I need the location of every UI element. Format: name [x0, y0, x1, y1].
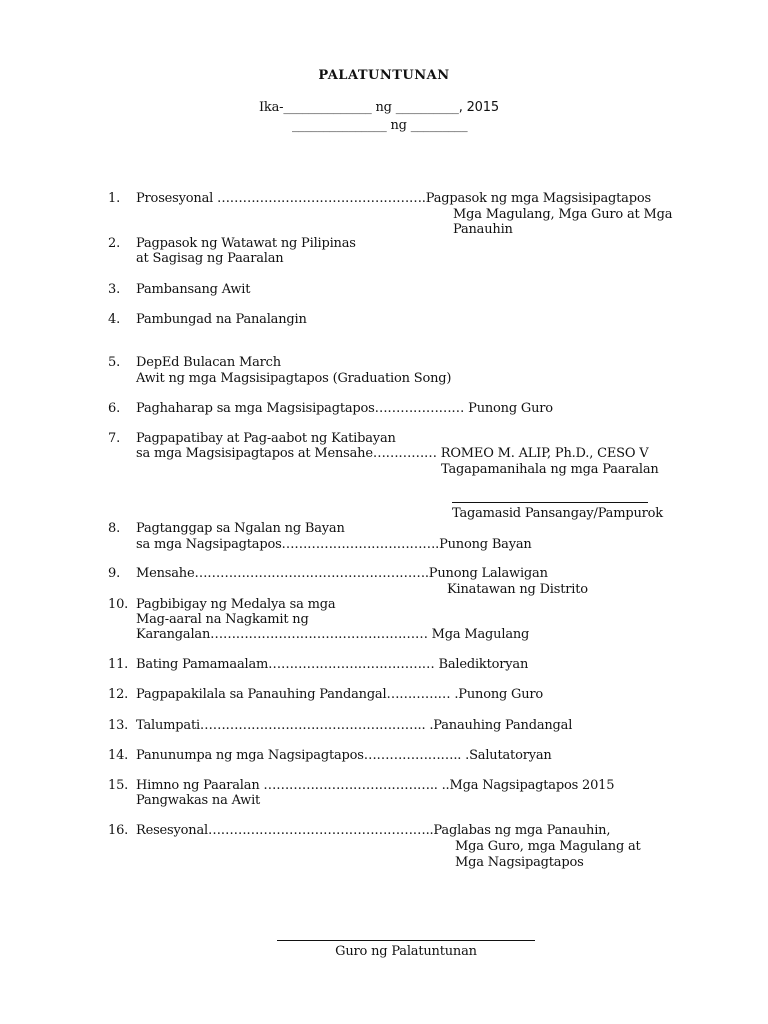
- item-right-line: Tagapamanihala ng mga Paaralan: [441, 462, 659, 477]
- item-line: sa mga Nagsipagtapos……………………………….Punong Bayan: [136, 537, 532, 552]
- item-line: Awit ng mga Magsisipagtapos (Graduation Song): [136, 371, 452, 386]
- item-number: 14.: [108, 748, 129, 763]
- item-line: Pagpapatibay at Pag-aabot ng Katibayan: [136, 431, 396, 446]
- item-line: Mensahe……………………………………………….Punong Lalawigan: [136, 566, 548, 581]
- item-line: DepEd Bulacan March: [136, 355, 281, 370]
- signature-line: [452, 502, 648, 503]
- venue-ng: ng: [386, 118, 411, 133]
- date-ng: ng: [371, 100, 396, 115]
- item-right-line: Kinatawan ng Distrito: [447, 582, 588, 597]
- item-number: 10.: [108, 597, 129, 612]
- footer-signature-line: [277, 940, 535, 941]
- item-number: 8.: [108, 521, 121, 536]
- item-line: Bating Pamamaalam………………………………… Balediktoryan: [136, 657, 529, 672]
- date-line: [259, 100, 499, 115]
- item-number: 6.: [108, 401, 121, 416]
- item-right-line: Mga Guro, mga Magulang at: [455, 839, 641, 854]
- document-title: PALATUNTUNAN: [318, 68, 450, 83]
- item-line: Pagtanggap sa Ngalan ng Bayan: [136, 521, 345, 536]
- item-line: Paghaharap sa mga Magsisipagtapos………………… Punong Guro: [136, 401, 553, 416]
- item-line: Mag-aaral na Nagkamit ng: [136, 612, 309, 627]
- item-line: Pagpasok ng Watawat ng Pilipinas: [136, 236, 356, 251]
- venue-line: [292, 118, 467, 133]
- item-number: 11.: [108, 657, 129, 672]
- item-line: Pangwakas na Awit: [136, 793, 261, 808]
- item-line: at Sagisag ng Paaralan: [136, 251, 284, 266]
- item-line: Pambungad na Panalangin: [136, 312, 307, 327]
- item-line: Himno ng Paaralan ………………………………….. ..Mga Nagsipagtapos 2015: [136, 778, 615, 793]
- item-number: 7.: [108, 431, 121, 446]
- item-right-line: Mga Magulang, Mga Guro at Mga: [453, 207, 673, 222]
- item-line: sa mga Magsisipagtapos at Mensahe…………… ROMEO M. ALIP, Ph.D., CESO V: [136, 446, 649, 461]
- date-month-blank: __________: [395, 100, 459, 115]
- item-line: Karangalan…………………………………………… Mga Magulang: [136, 627, 530, 642]
- date-day-blank: ______________: [283, 100, 372, 115]
- date-year: , 2015: [458, 100, 499, 115]
- item-number: 15.: [108, 778, 129, 793]
- item-line: Panunumpa ng mga Nagsipagtapos………………….. .Salutatoryan: [136, 748, 552, 763]
- item-number: 16.: [108, 823, 129, 838]
- footer-signature-label: Guro ng Palatuntunan: [335, 944, 477, 959]
- item-number: 12.: [108, 687, 129, 702]
- item-right-line: Panauhin: [453, 222, 513, 237]
- item-line: Resesyonal……………………………………………..Paglabas ng mga Panauhin,: [136, 823, 611, 838]
- item-number: 4.: [108, 312, 121, 327]
- item-line: Prosesyonal ………………………………………….Pagpasok ng mga Magsisipagtapos: [136, 191, 651, 206]
- item-line: Pambansang Awit: [136, 282, 251, 297]
- item-line: Talumpati…………………………………………….. .Panauhing Pandangal: [136, 718, 573, 733]
- item-number: 1.: [108, 191, 121, 206]
- item-line: Pagpapakilala sa Panauhing Pandangal…………… .Punong Guro: [136, 687, 544, 702]
- item-number: 9.: [108, 566, 121, 581]
- item-number: 2.: [108, 236, 121, 251]
- item-number: 5.: [108, 355, 121, 370]
- item-right-line: Mga Nagsipagtapos: [455, 855, 584, 870]
- date-prefix: Ika-: [259, 100, 284, 115]
- signature-label: Tagamasid Pansangay/Pampurok: [452, 506, 663, 521]
- venue-blank-1: _______________: [292, 118, 387, 133]
- venue-blank-2: _________: [410, 118, 468, 133]
- item-number: 3.: [108, 282, 121, 297]
- item-number: 13.: [108, 718, 129, 733]
- item-line: Pagbibigay ng Medalya sa mga: [136, 597, 336, 612]
